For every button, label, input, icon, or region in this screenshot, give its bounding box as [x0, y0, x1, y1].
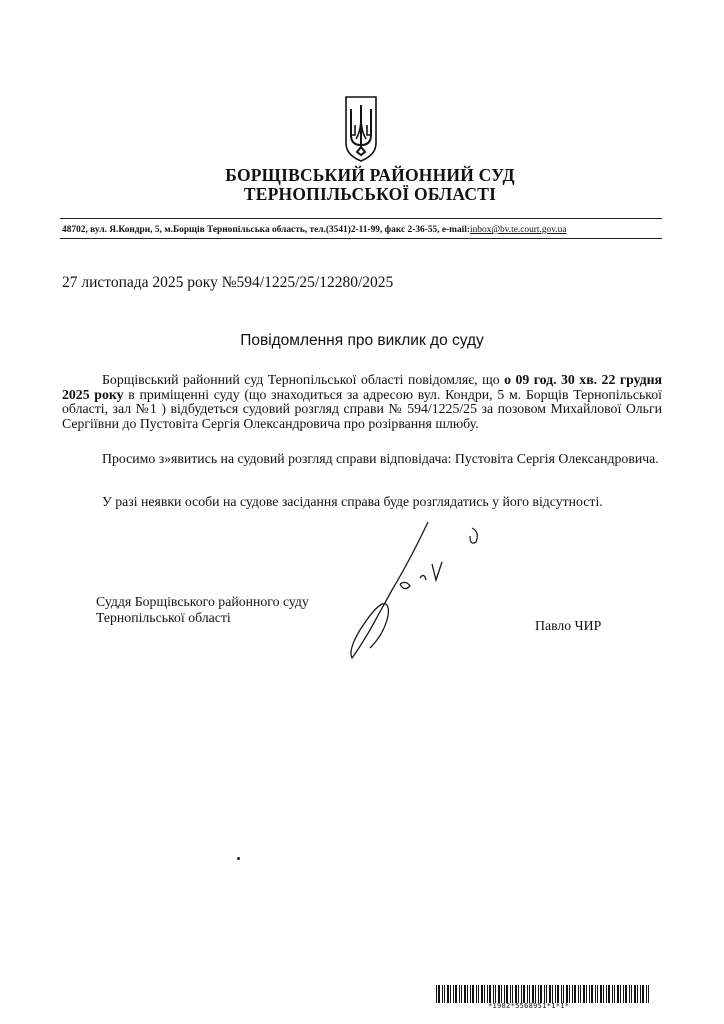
header-divider-top	[60, 218, 662, 219]
judge-name: Павло ЧИР	[535, 618, 602, 633]
hearing-datetime: о 09 год. 30 хв. 22 грудня 2025 року	[62, 372, 663, 402]
judge-title-line2: Тернопільської області	[96, 610, 231, 625]
court-name-line1: БОРЩІВСЬКИЙ РАЙОННИЙ СУД	[225, 165, 515, 185]
para3-text: У разі неявки особи на судове засідання справа буде розглядатись у його відсутності.	[102, 494, 603, 509]
trident-coat-of-arms-icon	[344, 95, 378, 163]
date-and-reference-number: 27 листопада 2025 року №594/1225/25/12280/2025	[62, 274, 394, 291]
header-divider-bottom	[60, 238, 662, 239]
notice-paragraph-request	[62, 452, 662, 467]
notice-paragraph-main	[62, 373, 662, 431]
court-email-link[interactable]: inbox@bv.te.court.gov.ua	[470, 225, 567, 235]
para1-end: в приміщенні суду (що знаходиться за адресою вул. Кондри, 5 м. Борщів Тернопільської області, зал №1 ) відбудеться судовий розгляд справи № 594/1225/25 за позовом Михайлової Ольги Сергіївни до Пустовіта Сергія Олександровича про розірвання шлюбу.	[62, 386, 662, 431]
judge-title	[96, 594, 356, 626]
barcode-icon	[436, 985, 652, 1003]
court-address	[62, 225, 662, 236]
handwritten-signature-icon	[340, 520, 490, 670]
notice-title: Повідомлення про виклик до суду	[240, 332, 484, 349]
para1-start: Борщівський районний суд Тернопільської області повідомляє, що	[102, 372, 505, 387]
notice-paragraph-absence	[62, 495, 662, 510]
scan-speck	[237, 857, 240, 860]
address-text: 48702, вул. Я.Кондри, 5, м.Борщів Тернопільська область, тел.(3541)2-11-99, факс 2-36-55, e-mail:	[62, 225, 471, 235]
para2-text: Просимо з»явитись на судовий розгляд справи відповідача: Пустовіта Сергія Олександровича.	[102, 451, 659, 466]
court-name-line2: ТЕРНОПІЛЬСЬКОЇ ОБЛАСТІ	[243, 184, 497, 204]
judge-title-line1: Суддя Борщівського районного суду	[96, 594, 309, 609]
barcode-number: *1902*5568951*1*1*	[488, 1002, 570, 1010]
